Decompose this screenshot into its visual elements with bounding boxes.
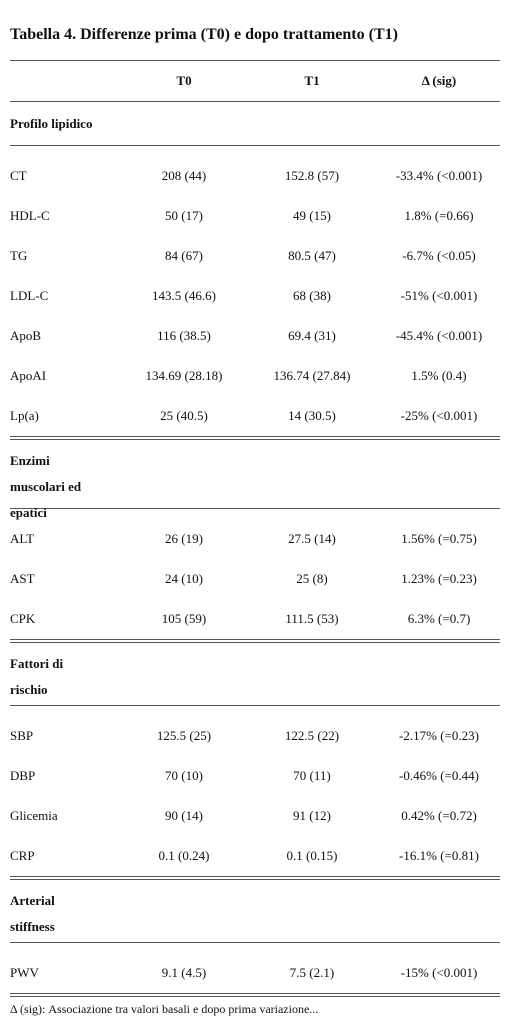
table-row xyxy=(10,356,500,396)
cell-delta: -2.17% (=0.23) xyxy=(399,728,479,743)
cell-delta: -25% (<0.001) xyxy=(400,408,478,423)
cell-t0: 25 (40.5) xyxy=(160,408,208,423)
row-label: Glicemia xyxy=(10,808,58,823)
cell-t0: 116 (38.5) xyxy=(157,328,211,343)
cell-t1: 122.5 (22) xyxy=(284,728,340,743)
cell-delta: -6.7% (<0.05) xyxy=(402,248,476,263)
cell-delta: 6.3% (=0.7) xyxy=(407,611,471,626)
table-bottom-double-rule xyxy=(10,993,500,997)
cell-t0: 84 (67) xyxy=(165,248,203,263)
cell-delta: -0.46% (=0.44) xyxy=(399,768,479,783)
cell-delta: -51% (<0.001) xyxy=(400,288,478,303)
cell-delta: 0.42% (=0.72) xyxy=(401,808,477,823)
row-label: CT xyxy=(10,168,27,183)
section-heading-line: epatici xyxy=(10,505,47,520)
row-label: CPK xyxy=(10,611,36,626)
row-label: CRP xyxy=(10,848,35,863)
section-heading-line: stiffness xyxy=(10,919,55,934)
cell-t0: 50 (17) xyxy=(165,208,203,223)
cell-t0: 208 (44) xyxy=(161,168,207,183)
row-label: Lp(a) xyxy=(10,408,39,423)
header-delta: Δ (sig) xyxy=(421,73,457,88)
cell-t1: 70 (11) xyxy=(293,768,331,783)
cell-t1: 14 (30.5) xyxy=(288,408,336,423)
cell-t1: 68 (38) xyxy=(293,288,331,303)
cell-t1: 111.5 (53) xyxy=(285,611,339,626)
cell-t1: 0.1 (0.15) xyxy=(286,848,338,863)
row-label: PWV xyxy=(10,965,39,980)
header-t0: T0 xyxy=(176,73,192,88)
table-row xyxy=(10,236,500,276)
table-row xyxy=(10,519,500,559)
cell-t1: 152.8 (57) xyxy=(284,168,340,183)
section-heading-enzymes xyxy=(10,440,500,520)
cell-t0: 0.1 (0.24) xyxy=(158,848,210,863)
cell-delta: 1.5% (0.4) xyxy=(411,368,467,383)
header-t1: T1 xyxy=(304,73,320,88)
cell-delta: 1.8% (=0.66) xyxy=(404,208,474,223)
cell-t1: 80.5 (47) xyxy=(288,248,336,263)
cell-delta: -45.4% (<0.001) xyxy=(395,328,483,343)
cell-t0: 125.5 (25) xyxy=(156,728,212,743)
section-heading-line: rischio xyxy=(10,682,48,697)
table-row xyxy=(10,836,500,876)
section-heading-line: Enzimi xyxy=(10,453,50,468)
table-row xyxy=(10,276,500,316)
cell-t1: 136.74 (27.84) xyxy=(273,368,351,383)
results-table xyxy=(10,60,500,997)
table-row xyxy=(10,559,500,599)
row-label: SBP xyxy=(10,728,34,743)
cell-t1: 49 (15) xyxy=(293,208,331,223)
cell-delta: -16.1% (=0.81) xyxy=(399,848,479,863)
row-label: HDL-C xyxy=(10,208,50,223)
table-row xyxy=(10,716,500,756)
cell-t0: 143.5 (46.6) xyxy=(152,288,216,303)
table-row xyxy=(10,599,500,639)
table-row xyxy=(10,796,500,836)
cell-t0: 90 (14) xyxy=(165,808,203,823)
cell-t0: 24 (10) xyxy=(165,571,203,586)
row-label: AST xyxy=(10,571,35,586)
cell-delta: -33.4% (<0.001) xyxy=(395,168,483,183)
cell-t1: 27.5 (14) xyxy=(288,531,336,546)
row-label: DBP xyxy=(10,768,36,783)
table-row xyxy=(10,396,500,436)
row-label: ALT xyxy=(10,531,35,546)
table-row xyxy=(10,756,500,796)
row-label: TG xyxy=(10,248,28,263)
row-label: ApoAI xyxy=(10,368,47,383)
cell-t0: 134.69 (28.18) xyxy=(145,368,223,383)
cell-t1: 91 (12) xyxy=(293,808,331,823)
row-label: ApoB xyxy=(10,328,42,343)
cell-t0: 105 (59) xyxy=(161,611,207,626)
section-heading-line: Fattori di xyxy=(10,656,64,671)
table-row xyxy=(10,316,500,356)
cell-t1: 69.4 (31) xyxy=(288,328,336,343)
section-heading-line: Arterial xyxy=(10,893,55,908)
section-heading-lipid-profile: Profilo lipidico xyxy=(10,115,93,131)
table-footnote: Δ (sig): Associazione tra valori basali e dopo prima variazione... xyxy=(10,1002,319,1016)
cell-t1: 7.5 (2.1) xyxy=(289,965,335,980)
row-label: LDL-C xyxy=(10,288,49,303)
cell-t0: 9.1 (4.5) xyxy=(161,965,207,980)
cell-t0: 70 (10) xyxy=(165,768,203,783)
section-heading-arterial-stiffness xyxy=(10,880,500,942)
section-heading-risk-factors xyxy=(10,643,500,705)
cell-t1: 25 (8) xyxy=(296,571,328,586)
cell-delta: 1.23% (=0.23) xyxy=(401,571,477,586)
cell-delta: -15% (<0.001) xyxy=(400,965,478,980)
section-heading-line: muscolari ed xyxy=(10,479,82,494)
table-header-row xyxy=(10,61,500,101)
cell-t0: 26 (19) xyxy=(165,531,203,546)
table-title: Tabella 4. Differenze prima (T0) e dopo trattamento (T1) xyxy=(10,26,398,43)
table-row xyxy=(10,953,500,993)
table-row xyxy=(10,156,500,196)
table-row xyxy=(10,196,500,236)
cell-delta: 1.56% (=0.75) xyxy=(401,531,477,546)
